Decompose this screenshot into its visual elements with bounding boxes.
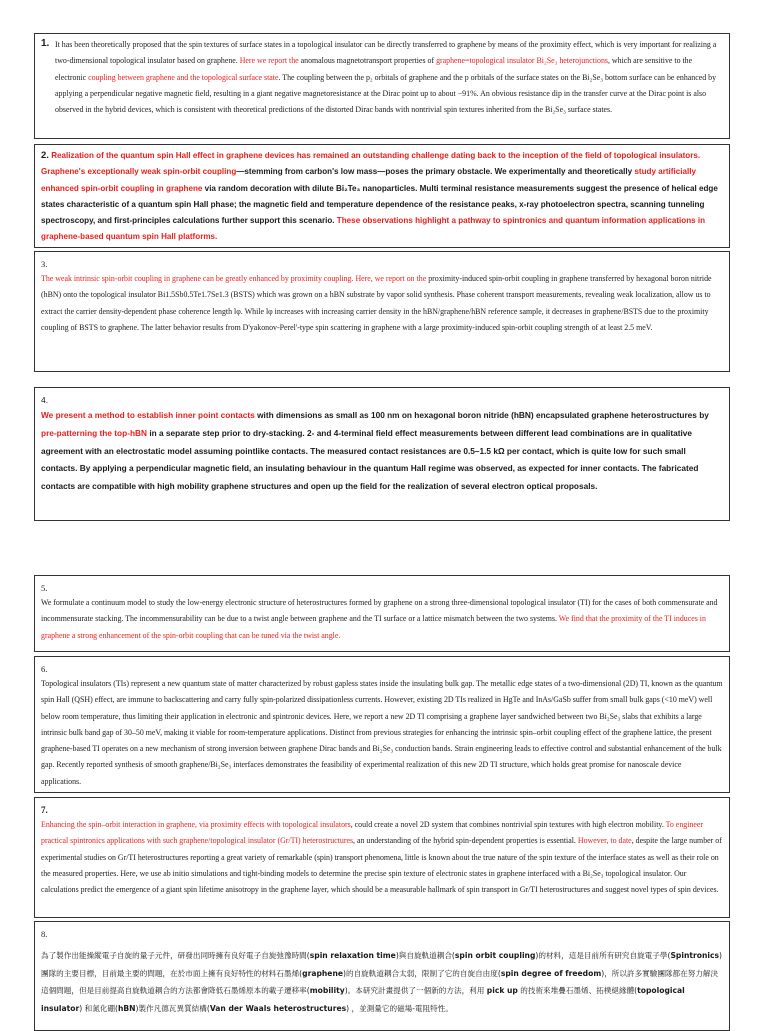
highlight-run: To engineer practical spintronics applications with such graphene/topological insulator (Gr/TI) heterostructures	[41, 820, 703, 846]
bold-term: spin degree of freedom	[500, 968, 602, 978]
abstract-4	[34, 387, 730, 521]
highlight-run: We present a method to establish inner point contacts	[41, 410, 255, 420]
abstract-number: 7.	[41, 805, 48, 815]
text-run: We formulate a continuum model to study the low-energy electronic structure of heterostructures formed by graphene on a strong three-dimensional topological insulator (TI) for the cases of both commensurate and incommensurate stacking. The incommensurability can be due to a twist angle between graphene and the TI surface or a lattice mismatch between the two systems.	[41, 598, 718, 624]
text-run: . The coupling between the p₂ orbitals of graphene and the p orbitals of the surface states on the Bi₂Se₃ bottom surface can be enhanced by applying a perpendicular negative magnetic field, resulting in a giant negative magnetoresistance at the Dirac point up to about −91%. An obvious resistance dip in the transfer curve at the Dirac point is also observed in the hybrid devices, which is consistent with theoretical predictions of the distorted Dirac bands with nontrivial spin textures inherited from the Bi₂Se₃ surface states.	[55, 72, 717, 115]
bold-term: mobility	[309, 986, 345, 996]
text-run: , could create a novel 2D system that combines nontrivial spin textures with high electron mobility.	[350, 820, 666, 829]
bold-term: Spintronics	[670, 951, 719, 960]
text-run: via random decoration with dilute Bi₂Te₃ nanoparticles. Multi terminal resistance measurements suggest the presence of helical edge states characteristic of a quantum spin Hall phase; the magnetic field and temperature dependence of the resistance peaks, x-ray photoelectron spectra, scanning tunneling spectroscopy, and first-principles calculations further support this scenario.	[41, 183, 718, 226]
highlight-run: We find that the proximity of the TI induces in graphene a strong enhancement of the spin-orbit coupling that can be tuned via the twist angle.	[41, 614, 706, 640]
abstract-7	[34, 797, 730, 918]
text-run: , which are sensitive to the electronic	[55, 56, 693, 82]
abstract-number: 6.	[41, 664, 48, 674]
text-run: )與自旋軌道耦合(	[395, 951, 455, 960]
text-run: )的材料，這是目前所有研究自旋電子學(	[535, 951, 671, 960]
abstract-text	[41, 407, 723, 496]
text-run: )團隊的主要目標，目前最主要的問題，在於市面上擁有良好特性的材料石墨烯(	[41, 951, 722, 978]
text-run: )。本研究計畫提供了一個新的方法，利用	[344, 986, 487, 996]
text-run: , an understanding of the hybrid spin-dependent properties is essential.	[353, 836, 578, 846]
text-run: ) 和氮化硼(	[79, 1003, 118, 1013]
abstract-number: 5.	[41, 583, 48, 593]
bold-term: spin relaxation time	[309, 951, 396, 960]
abstract-text	[41, 817, 723, 898]
abstract-number: 8.	[41, 929, 48, 939]
bold-term: pick up	[486, 986, 518, 996]
bold-term: graphene	[302, 968, 344, 978]
text-run: Topological insulators (TIs) represent a new quantum state of matter characterized by robust gapless states inside the insulating bulk gap. The metallic edge states of a two-dimensional (2D) TI, known as the quantum spin Hall (QSH) effect, are immune to backscattering and carry fully spin-polarized dissipationless currents. However, existing 2D TIs realized in HgTe and InAs/GaSb suffer from small bulk gaps (<10 meV) well below room temperature, thus limiting their application in electronic and spintronic devices. Here, we report a new 2D TI comprising a graphene layer sandwiched between two Bi₂Se₃ slabs that exhibits a large intrinsic bulk band gap of 30–50 meV, making it viable for room-temperature applications. Distinct from previous strategies for enhancing the intrinsic spin–orbit coupling effect of the graphene lattice, the present graphene-based TI operates on a new mechanism of strong inversion between graphene Dirac bands and Bi₂Se₃ conduction bands. Strain engineering leads to effective control and substantial enhancement of the bulk gap. Recently reported synthesis of smooth graphene/Bi₂Se₃ interfaces demonstrates the feasibility of experimental realization of this new 2D TI structure, which holds great promise for nanoscale device applications.	[41, 679, 723, 786]
bold-term: spin orbit coupling	[454, 951, 536, 960]
abstract-6	[34, 656, 730, 793]
highlight-run: Here we report the	[239, 56, 299, 66]
highlight-run: graphene=topological insulator Bi₂Se₃ heterojunctions	[436, 56, 608, 66]
abstract-number: 4.	[41, 395, 49, 405]
highlight-run: However, to date	[577, 836, 632, 846]
text-run: , despite the large number of experimental studies on Gr/TI heterostructures reporting a great variety of remarkable (spin) transport phenomena, little is known about the true nature of the spin texture of the interface states as well as their role on the measured properties. Here, we use ab initio simulations and tight-binding models to determine the precise spin texture of electronic states in graphene interfaced with a Bi₂Se₃ topological insulator. Our calculations predict the emergence of a giant spin lifetime anisotropy in the graphene layer, which should be a measurable hallmark of spin transport in Gr/TI heterostructures and suggest novel types of spin devices.	[41, 836, 722, 895]
text-run: It has been theoretically proposed that the spin textures of surface states in a topological insulator can be directly transferred to graphene by means of the proximity effect, which is very important for realizing a two-dimensional topological insulator based on graphene.	[55, 40, 717, 66]
text-run: 的技術來堆疊石墨烯、拓樸絕緣體(	[517, 986, 638, 996]
abstract-8	[34, 921, 730, 1031]
abstract-3	[34, 251, 730, 372]
highlight-run: study artificially enhanced spin-orbit coupling in graphene	[41, 167, 696, 193]
text-run: with dimensions as small as 100 nm on hexagonal boron nitride (hBN) encapsulated graphene heterostructures by	[254, 410, 709, 420]
abstract-2	[34, 144, 730, 248]
abstract-text	[41, 595, 723, 644]
highlight-run: pre-patterning the top-hBN	[41, 427, 148, 438]
abstract-text	[41, 676, 723, 790]
abstract-text	[41, 148, 723, 246]
highlight-run: These observations highlight a pathway to spintronics and quantum information applications in graphene-based quantum spin Hall platforms.	[41, 216, 706, 242]
bold-term: hBN	[117, 1003, 136, 1013]
text-run: ) ，並測量它的磁場-電阻特性。	[346, 1003, 453, 1013]
bold-term: topological insulator	[41, 986, 685, 1013]
text-run: 為了製作出能操縱電子自旋的量子元件，研發出同時擁有良好電子自旋弛豫時間(	[41, 951, 310, 960]
text-run: anomalous magnetotransport properties of	[298, 56, 437, 66]
abstract-text	[41, 271, 723, 336]
highlight-run: Enhancing the spin–orbit interaction in graphene, via proximity effects with topological insulators	[41, 820, 351, 829]
text-run: —stemming from carbon's low mass—poses the primary obstacle. We experimentally and theoretically	[236, 167, 635, 177]
text-run: in a separate step prior to dry-stacking. 2- and 4-terminal field effect measurements between different lead combinations are in qualitative agreement with an electrostatic model assuming pointlike contacts. The measured contact resistances are 0.5–1.5 kΩ per contact, which is quite low for such small contacts. By applying a perpendicular magnetic field, an insulating behaviour in the quantum Hall regime was observed, as expected for inner contacts. The fabricated contacts are compatible with high mobility graphene structures and open up the field for the realization of several electron optical proposals.	[41, 427, 699, 492]
abstract-1	[34, 33, 730, 139]
highlight-run: coupling between graphene and the topological surface state	[88, 72, 279, 82]
bold-term: Van der Waals heterostructures	[209, 1003, 347, 1013]
abstract-number: 2.	[41, 150, 49, 161]
text-run: )製作凡德瓦異質結構(	[135, 1003, 210, 1013]
abstract-number: 3.	[41, 259, 48, 269]
abstract-text	[55, 37, 723, 118]
highlight-run: The weak intrinsic spin-orbit coupling in graphene can be greatly enhanced by proximity coupling. Here, we report on the	[41, 274, 427, 283]
abstract-text	[41, 947, 723, 1017]
text-run: )的自旋軌道耦合太弱，限制了它的自旋自由度(	[343, 968, 501, 978]
text-run: )，所以許多實驗團隊都在努力解決這個問題，但是目前提高自旋軌道耦合的方法都會降低石墨烯原本的載子遷移率(	[41, 968, 719, 996]
text-run: proximity-induced spin-orbit coupling in graphene transferred by hexagonal boron nitride (hBN) onto the topological insulator Bi1.5Sb0.5Te1.7Se1.3 (BSTS) which was grown on a hBN substrate by vapor solid synthesis. Phase coherent transport measurements, revealing weak localization, allow us to extract the carrier density-dependent phase coherence length lφ. While lφ increases with increasing carrier density in the hBN/graphene/hBN reference sample, it decreases in graphene/BSTS due to the proximity coupling of BSTS to graphene. The latter behavior results from D'yakonov-Perel'-type spin scattering in graphene with a large proximity-induced spin-orbit coupling strength of at least 2.5 meV.	[41, 274, 712, 332]
abstract-number: 1.	[41, 38, 50, 49]
abstract-5	[34, 575, 730, 652]
highlight-run: Realization of the quantum spin Hall effect in graphene devices has remained an outstanding challenge dating back to the inception of the field of topological insulators. Graphene's exceptionally weak spin-orbit coupling	[41, 151, 701, 177]
